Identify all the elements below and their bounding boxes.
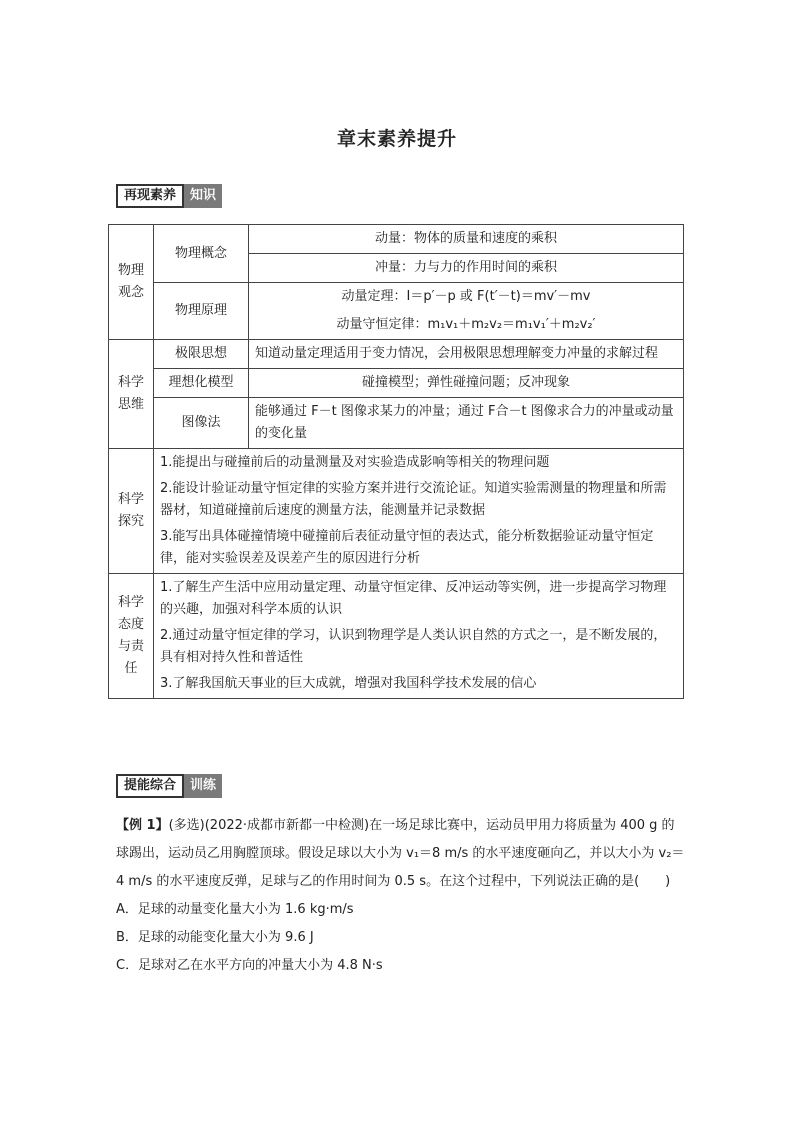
subcategory-limit-thinking: 极限思想: [154, 340, 249, 369]
inquiry-item: 2.能设计验证动量守恒定律的实验方案并进行交流论证。知道实验需测量的物理量和所需器材，知道碰撞前后速度的测量方法，能测量并记录数据: [160, 481, 667, 518]
option-a: A．足球的动量变化量大小为 1.6 kg·m/s: [116, 902, 354, 917]
example-tag: 【例 1】: [116, 818, 169, 833]
category-scientific-thinking: 科学思维: [109, 340, 154, 449]
page-title: 章末素养提升: [336, 128, 457, 150]
graph-method-text: 能够通过 F－t 图像求某力的冲量；通过 F合－t 图像求合力的冲量或动量的变化量: [249, 398, 684, 449]
section-header-training: [116, 774, 222, 798]
option-c: C．足球对乙在水平方向的冲量大小为 4.8 N·s: [116, 958, 383, 973]
section-header-part-a: 提能综合: [116, 774, 184, 798]
attitude-item: 3.了解我国航天事业的巨大成就，增强对我国科学技术发展的信心: [160, 676, 537, 691]
inquiry-item: 1.能提出与碰撞前后的动量测量及对实验造成影响等相关的物理问题: [160, 455, 550, 470]
inquiry-items: [154, 449, 684, 574]
ideal-model-text: 碰撞模型；弹性碰撞问题；反冲现象: [249, 369, 684, 398]
category-physics-concepts: 物理观念: [109, 225, 154, 340]
attitude-item: 2.通过动量守恒定律的学习，认识到物理学是人类认识自然的方式之一，是不断发展的，具有相对持久性和普适性: [160, 628, 667, 665]
literacy-table: [108, 224, 684, 699]
subcategory-concepts: 物理概念: [154, 225, 249, 283]
subcategory-graph-method: 图像法: [154, 398, 249, 449]
option-b: B．足球的动能变化量大小为 9.6 J: [116, 930, 314, 945]
principle-momentum-theorem: 动量定理：I＝p′－p 或 F(t′－t)＝mv′－mv: [249, 283, 684, 312]
inquiry-item: 3.能写出具体碰撞情境中碰撞前后表征动量守恒的表达式，能分析数据验证动量守恒定律，能对实验误差及误差产生的原因进行分析: [160, 529, 654, 566]
section-header-knowledge: [116, 184, 222, 208]
category-attitude-responsibility: 科学态度与责任: [109, 574, 154, 699]
attitude-items: [154, 574, 684, 699]
section-header-part-b: 训练: [184, 774, 222, 798]
section-header-part-a: 再现素养: [116, 184, 184, 208]
attitude-item: 1.了解生产生活中应用动量定理、动量守恒定律、反冲运动等实例，进一步提高学习物理的兴趣，加强对科学本质的认识: [160, 580, 667, 617]
principle-momentum-conservation: 动量守恒定律：m₁v₁＋m₂v₂＝m₁v₁′＋m₂v₂′: [249, 311, 684, 340]
concept-impulse: 冲量：力与力的作用时间的乘积: [249, 254, 684, 283]
category-scientific-inquiry: 科学探究: [109, 449, 154, 574]
limit-thinking-text: 知道动量定理适用于变力情况，会用极限思想理解变力冲量的求解过程: [249, 340, 684, 369]
question-text: (多选)(2022·成都市新都一中检测)在一场足球比赛中，运动员甲用力将质量为 400 g 的球踢出，运动员乙用胸膛顶球。假设足球以大小为 v₁＝8 m/s 的水平速度砸向乙，并以大小为 v₂＝4 m/s 的水平速度反弹，足球与乙的作用时间为 0.5 s。在这个过程中，下列说法正确的是( ): [116, 818, 685, 889]
concept-momentum: 动量：物体的质量和速度的乘积: [249, 225, 684, 254]
section-header-part-b: 知识: [184, 184, 222, 208]
subcategory-principles: 物理原理: [154, 283, 249, 340]
example-question: [116, 812, 686, 980]
subcategory-ideal-model: 理想化模型: [154, 369, 249, 398]
question-stem: [116, 812, 686, 896]
